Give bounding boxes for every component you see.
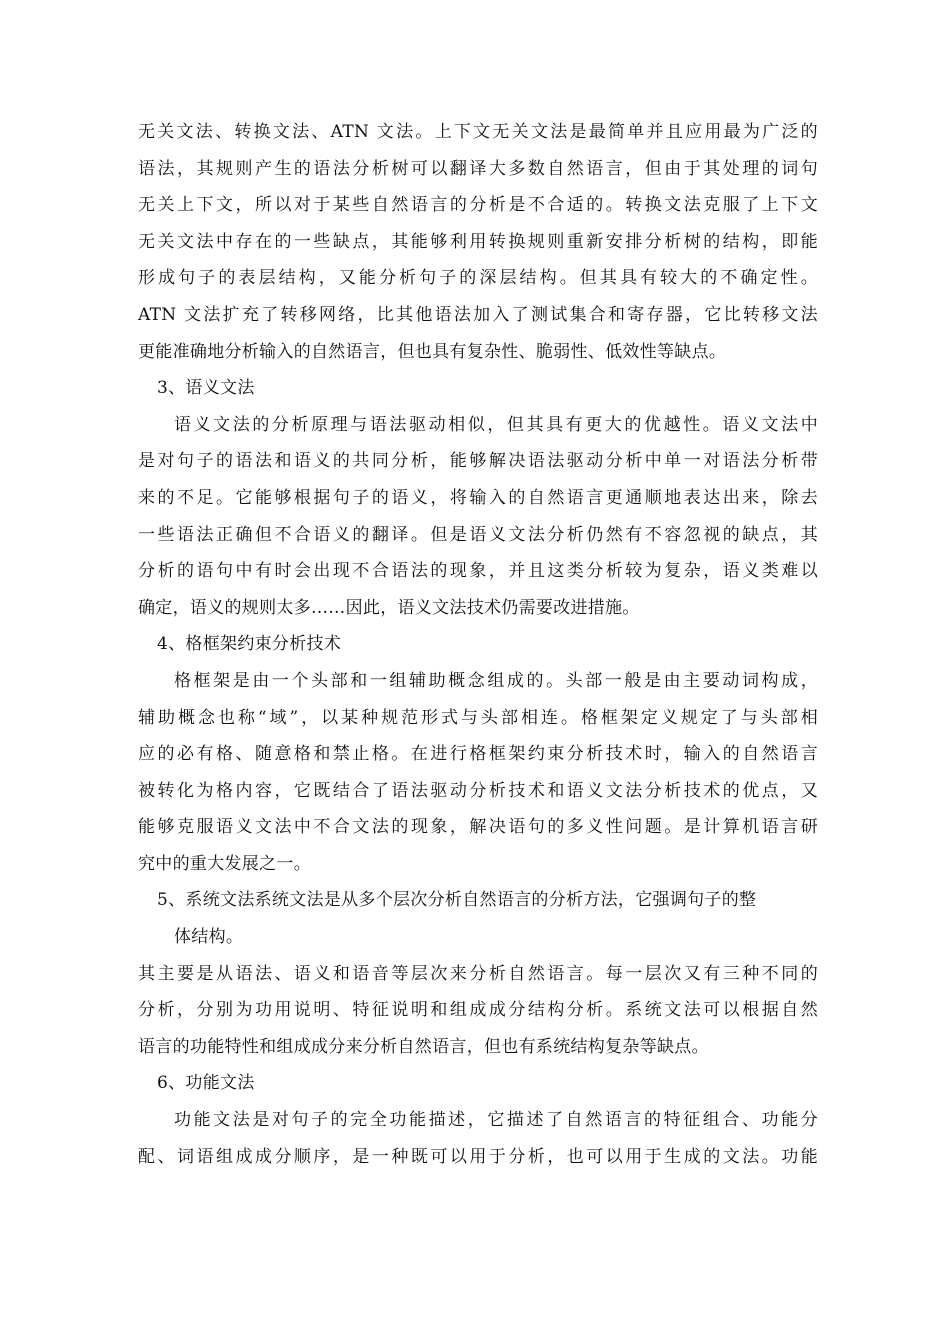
text-line: 配、词语组成成分顺序，是一种既可以用于分析，也可以用于生成的文法。功能 (138, 1146, 818, 1167)
text-line: 无关上下文，所以对于某些自然语言的分析是不合适的。转换文法克服了上下文 (138, 195, 818, 216)
paragraph-grammar-types (138, 114, 818, 370)
paragraph-functional-grammar (138, 1102, 818, 1175)
text-line: 来的不足。它能够根据句子的语义，将输入的自然语言更通顺地表达出来，除去 (138, 487, 818, 508)
text-line: 确定，语义的规则太多……因此，语义文法技术仍需要改进措施。 (138, 597, 640, 618)
text-line: 格框架是由一个头部和一组辅助概念组成的。头部一般是由主要动词构成， (174, 670, 818, 691)
paragraph-semantic-grammar (138, 407, 818, 627)
text-line: 是对句子的语法和语义的共同分析，能够解决语法驱动分析中单一对语法分析带 (138, 451, 818, 472)
text-line: 辅助概念也称“域”，以某种规范形式与头部相连。格框架定义规定了与头部相 (138, 707, 818, 728)
text-line: 形成句子的表层结构，又能分析句子的深层结构。但其具有较大的不确定性。 (138, 268, 818, 289)
text-line: 一些语法正确但不合语义的翻译。但是语义文法分析仍然有不容忽视的缺点，其 (138, 524, 818, 545)
section-heading-systemic-grammar: 5、系统文法系统文法是从多个层次分析自然语言的分析方法，它强调句子的整 (157, 890, 757, 911)
text-line: 功能文法是对句子的完全功能描述，它描述了自然语言的特征组合、功能分 (174, 1110, 818, 1131)
text-line: 被转化为格内容，它既结合了语法驱动分析技术和语义文法分析技术的优点，又 (138, 780, 818, 801)
text-line: 无关文法、转换文法、ATN 文法。上下文无关文法是最简单并且应用最为广泛的 (138, 122, 818, 142)
text-line: 无关文法中存在的一些缺点，其能够利用转换规则重新安排分析树的结构，即能 (138, 231, 818, 252)
text-line: 能够克服语义文法中不合文法的现象，解决语句的多义性问题。是计算机语言研 (138, 817, 818, 838)
text-line: 语言的功能特性和组成成分来分析自然语言，但也有系统结构复杂等缺点。 (138, 1036, 709, 1057)
document-page (138, 114, 818, 1175)
paragraph-case-frame (138, 663, 818, 883)
section-heading-functional-grammar: 6、功能文法 (157, 1073, 255, 1094)
text-line: 应的必有格、随意格和禁止格。在进行格框架约束分析技术时，输入的自然语言 (138, 744, 818, 765)
text-line: 语义文法的分析原理与语法驱动相似，但其具有更大的优越性。语义文法中 (174, 414, 818, 435)
section-heading-case-frame: 4、格框架约束分析技术 (157, 634, 342, 655)
text-line: 分析的语句中有时会出现不合语法的现象，并且这类分析较为复杂，语义类难以 (138, 561, 818, 582)
paragraph-systemic-grammar (138, 956, 818, 1066)
section-heading-continuation: 体结构。 (174, 927, 244, 948)
text-line: 更能准确地分析输入的自然语言，但也具有复杂性、脆弱性、低效性等缺点。 (138, 341, 727, 362)
text-line: 究中的重大发展之一。 (138, 853, 311, 874)
text-line: ATN 文法扩充了转移网络，比其他语法加入了测试集合和寄存器，它比转移文法 (138, 304, 818, 325)
section-heading-semantic-grammar: 3、语义文法 (157, 378, 255, 399)
text-line: 分析，分别为功用说明、特征说明和组成成分结构分析。系统文法可以根据自然 (138, 1000, 818, 1021)
text-line: 语法，其规则产生的语法分析树可以翻译大多数自然语言，但由于其处理的词句 (138, 158, 818, 179)
text-line: 其主要是从语法、语义和语音等层次来分析自然语言。每一层次又有三种不同的 (138, 963, 818, 984)
